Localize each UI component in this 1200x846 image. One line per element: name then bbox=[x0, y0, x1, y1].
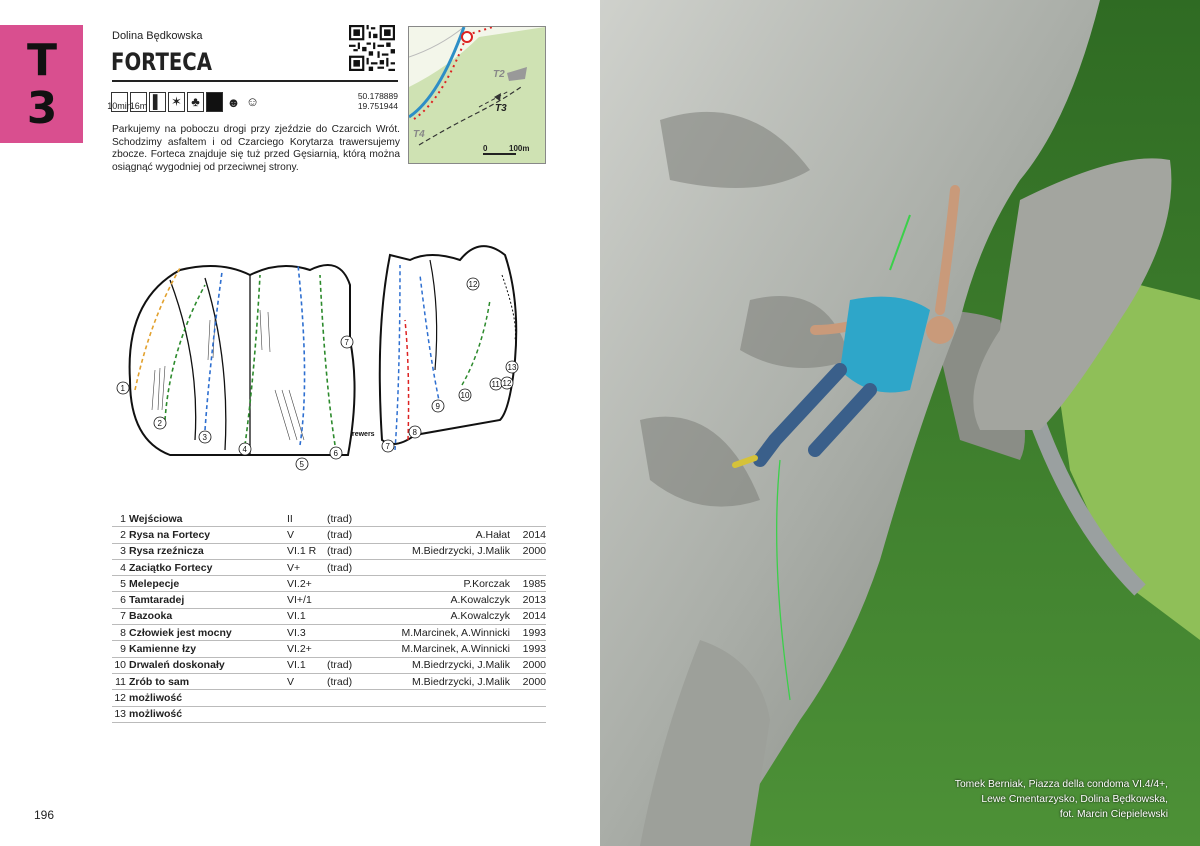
route-name: Zaciątko Fortecy bbox=[129, 559, 287, 575]
route-number: 7 bbox=[112, 608, 129, 624]
route-number: 5 bbox=[112, 576, 129, 592]
route-author bbox=[367, 559, 516, 575]
route-number: 6 bbox=[112, 592, 129, 608]
route-name: Człowiek jest mocny bbox=[129, 625, 287, 641]
route-grade: II bbox=[287, 511, 327, 527]
route-grade bbox=[287, 706, 327, 722]
approach-description: Parkujemy na poboczu drogi przy zjeździe do Czarcich Wrót. Schodzimy asfaltem i od Czarciego Korytarza trawersujemy zbocze. Forteca znajduje się tuż przed Gęsiarnią, którą można osiągnąć wygodniej od przeciwnej strony. bbox=[112, 124, 400, 173]
gps-coordinates bbox=[340, 91, 398, 111]
rock-profile-icon bbox=[149, 92, 166, 112]
topo-marker: 7 bbox=[385, 442, 390, 451]
caption-line-1: Tomek Berniak, Piazza della condoma VI.4/4+, bbox=[954, 779, 1168, 790]
route-author bbox=[367, 690, 516, 706]
route-year bbox=[516, 690, 546, 706]
map-label-t2: T2 bbox=[493, 69, 505, 80]
route-name: możliwość bbox=[129, 690, 287, 706]
table-row bbox=[112, 576, 546, 592]
route-author: A.Hałat bbox=[367, 527, 516, 543]
route-style: (trad) bbox=[327, 559, 367, 575]
route-year bbox=[516, 511, 546, 527]
route-table bbox=[112, 511, 546, 723]
sun-shade-glyph: ✶ bbox=[171, 94, 182, 109]
topo-marker: 10 bbox=[460, 391, 470, 400]
route-name: Wejściowa bbox=[129, 511, 287, 527]
table-row bbox=[112, 592, 546, 608]
route-style bbox=[327, 592, 367, 608]
latitude: 50.178889 bbox=[357, 91, 398, 101]
route-name: Zrób to sam bbox=[129, 673, 287, 689]
route-author: M.Biedrzycki, J.Malik bbox=[367, 543, 516, 559]
topo-marker: 5 bbox=[299, 460, 304, 469]
route-year: 2000 bbox=[516, 657, 546, 673]
smile-glyph: ☺ bbox=[245, 94, 260, 109]
caption-line-3: fot. Marcin Ciepielewski bbox=[1059, 809, 1168, 820]
person-icon bbox=[225, 92, 242, 112]
table-row bbox=[112, 559, 546, 575]
route-author: P.Korczak bbox=[367, 576, 516, 592]
table-row bbox=[112, 543, 546, 559]
table-row bbox=[112, 673, 546, 689]
route-style: (trad) bbox=[327, 511, 367, 527]
route-year: 1993 bbox=[516, 625, 546, 641]
crag-info-icons bbox=[107, 91, 261, 113]
climbing-photo bbox=[600, 0, 1200, 846]
route-year: 2013 bbox=[516, 592, 546, 608]
route-grade: VI.3 bbox=[287, 625, 327, 641]
route-number: 9 bbox=[112, 641, 129, 657]
approach-map[interactable] bbox=[408, 26, 546, 164]
map-label-t4: T4 bbox=[413, 129, 425, 140]
route-name: Rysa na Fortecy bbox=[129, 527, 287, 543]
photo-caption bbox=[908, 777, 1168, 822]
route-author: A.Kowalczyk bbox=[367, 608, 516, 624]
rock-profile-glyph: ▌ bbox=[152, 94, 163, 109]
approach-time-icon: 10min bbox=[111, 92, 128, 112]
page-number: 196 bbox=[34, 808, 55, 822]
route-name: Drwaleń doskonały bbox=[129, 657, 287, 673]
route-style bbox=[327, 690, 367, 706]
region-name: Dolina Będkowska bbox=[112, 30, 203, 42]
route-author: M.Marcinek, A.Winnicki bbox=[367, 625, 516, 641]
route-name: Rysa rzeźnicza bbox=[129, 543, 287, 559]
topo-marker: 6 bbox=[333, 449, 338, 458]
route-number: 11 bbox=[112, 673, 129, 689]
route-number: 4 bbox=[112, 559, 129, 575]
route-number: 2 bbox=[112, 527, 129, 543]
route-name: Kamienne łzy bbox=[129, 641, 287, 657]
crag-topo bbox=[110, 240, 550, 480]
title-rule bbox=[112, 80, 398, 82]
sector-tab-number: 3 bbox=[26, 83, 57, 134]
topo-marker: 1 bbox=[120, 384, 125, 393]
route-style bbox=[327, 576, 367, 592]
route-number: 12 bbox=[112, 690, 129, 706]
route-grade: VI.1 R bbox=[287, 543, 327, 559]
caption-line-2: Lewe Cmentarzysko, Dolina Będkowska, bbox=[981, 794, 1168, 805]
topo-marker: 12 bbox=[502, 379, 512, 388]
route-number: 1 bbox=[112, 511, 129, 527]
sector-tab-letter: T bbox=[26, 35, 56, 86]
route-grade: V+ bbox=[287, 559, 327, 575]
table-row bbox=[112, 706, 546, 722]
topo-marker: 7 bbox=[344, 338, 349, 347]
route-grade: VI.2+ bbox=[287, 641, 327, 657]
route-grade: VI+/1 bbox=[287, 592, 327, 608]
table-row bbox=[112, 511, 546, 527]
route-number: 13 bbox=[112, 706, 129, 722]
route-style: (trad) bbox=[327, 543, 367, 559]
route-number: 10 bbox=[112, 657, 129, 673]
route-grade: VI.2+ bbox=[287, 576, 327, 592]
route-style: (trad) bbox=[327, 673, 367, 689]
table-row bbox=[112, 625, 546, 641]
route-year: 2000 bbox=[516, 543, 546, 559]
route-grade: V bbox=[287, 527, 327, 543]
route-name: Tamtaradej bbox=[129, 592, 287, 608]
person-glyph: ☻ bbox=[226, 95, 241, 110]
route-author: A.Kowalczyk bbox=[367, 592, 516, 608]
topo-marker: 2 bbox=[157, 419, 162, 428]
route-grade: VI.1 bbox=[287, 657, 327, 673]
map-drawing bbox=[409, 27, 545, 163]
route-author bbox=[367, 706, 516, 722]
topo-marker: 13 bbox=[507, 363, 517, 372]
topo-marker: 4 bbox=[242, 445, 247, 454]
route-style bbox=[327, 608, 367, 624]
route-author: M.Biedrzycki, J.Malik bbox=[367, 673, 516, 689]
rewers-label: rewers bbox=[352, 431, 375, 438]
route-author: M.Marcinek, A.Winnicki bbox=[367, 641, 516, 657]
route-style: (trad) bbox=[327, 527, 367, 543]
route-style bbox=[327, 625, 367, 641]
route-year: 1993 bbox=[516, 641, 546, 657]
overhang-icon bbox=[206, 92, 223, 112]
sector-tab bbox=[0, 25, 83, 143]
tree-icon bbox=[187, 92, 204, 112]
map-scale-label: 100m bbox=[509, 144, 530, 153]
topo-marker: 8 bbox=[412, 428, 417, 437]
route-grade: VI.1 bbox=[287, 608, 327, 624]
crag-title: FORTECA bbox=[111, 48, 212, 76]
table-row bbox=[112, 657, 546, 673]
tree-glyph: ♣ bbox=[191, 94, 200, 109]
photo-drawing bbox=[600, 0, 1200, 846]
smile-icon bbox=[244, 92, 261, 112]
table-row bbox=[112, 641, 546, 657]
route-grade: V bbox=[287, 673, 327, 689]
route-name: Bazooka bbox=[129, 608, 287, 624]
route-grade bbox=[287, 690, 327, 706]
longitude: 19.751944 bbox=[357, 101, 398, 111]
map-label-t3: T3 bbox=[495, 103, 507, 114]
route-year: 2014 bbox=[516, 608, 546, 624]
route-year: 1985 bbox=[516, 576, 546, 592]
map-scale-bar bbox=[483, 153, 516, 155]
route-year: 2014 bbox=[516, 527, 546, 543]
route-number: 8 bbox=[112, 625, 129, 641]
wall-height-icon: 16m bbox=[130, 92, 147, 112]
route-style bbox=[327, 641, 367, 657]
svg-text:0: 0 bbox=[483, 144, 488, 153]
table-row bbox=[112, 690, 546, 706]
route-year: 2000 bbox=[516, 673, 546, 689]
sun-shade-icon bbox=[168, 92, 185, 112]
route-style bbox=[327, 706, 367, 722]
route-year bbox=[516, 559, 546, 575]
table-row bbox=[112, 527, 546, 543]
route-year bbox=[516, 706, 546, 722]
table-row bbox=[112, 608, 546, 624]
topo-marker: 11 bbox=[491, 380, 500, 389]
route-author bbox=[367, 511, 516, 527]
topo-marker: 12 bbox=[468, 280, 478, 289]
topo-marker: 3 bbox=[202, 433, 207, 442]
topo-marker: 9 bbox=[435, 402, 440, 411]
route-name: możliwość bbox=[129, 706, 287, 722]
route-style: (trad) bbox=[327, 657, 367, 673]
route-number: 3 bbox=[112, 543, 129, 559]
route-name: Melepecje bbox=[129, 576, 287, 592]
qr-code-icon[interactable] bbox=[349, 25, 395, 71]
route-author: M.Biedrzycki, J.Malik bbox=[367, 657, 516, 673]
